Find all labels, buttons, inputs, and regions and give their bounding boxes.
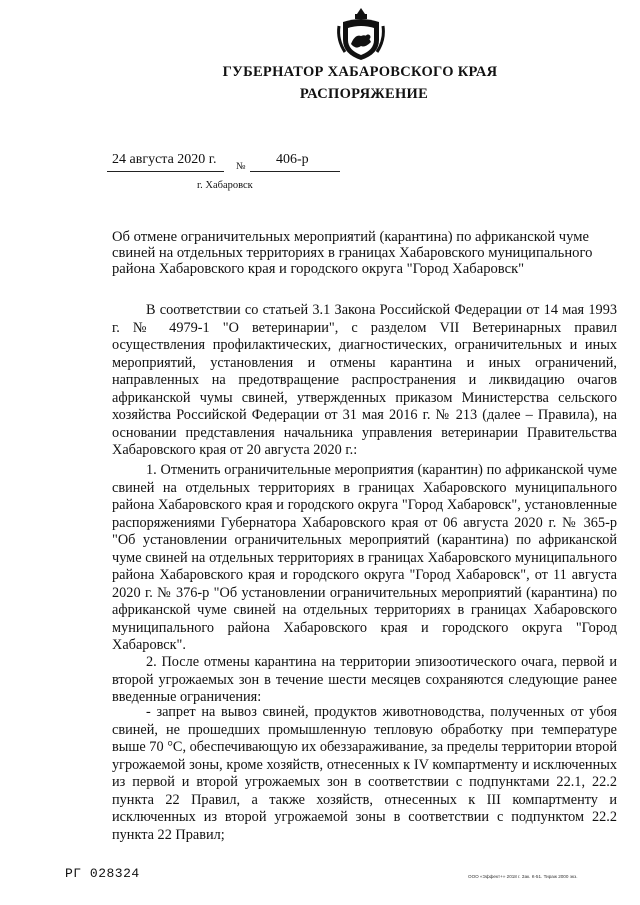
item-2-paragraph	[112, 654, 617, 707]
preamble-text: В соответствии со статьей 3.1 Закона Российской Федерации от 14 мая 1993 г. № 4979-1 "О ветеринарии", с разделом VII Ветеринарных правил осуществления профилактических, диагностических, ограничительных и иных мероприятий, установления и отмены карантина и иных ограничений, направленных на предотвращение распространения и ликвидацию очагов африканской чумы свиней, утвержденных приказом Министерства сельского хозяйства Российской Федерации от 31 мая 2016 г. № 213 (далее – Правила), на основании представления начальника управления ветеринарии Правительства Хабаровского края от 20 августа 2020 г.:	[112, 302, 617, 458]
item-2-bullet-1-text: - запрет на вывоз свиней, продуктов животноводства, полученных от убоя свиней, не прошедших промышленную тепловую обработку при температуре выше 70 °С, обеспечивающую их обеззараживание, за пределы территории второй угрожаемой зоны, кроме хозяйств, отнесенных к IV компартменту и исключенных из первой и второй угрожаемых зон в соответствии с подпунктами 22.1, 22.2 пункта 22 Правил, а также хозяйств, отнесенных к III компартменту и исключенных из второй угрожаемой зоны в соответствии с подпунктом 22.2 пункта 22 Правил;	[112, 704, 617, 843]
document-type-title: РАСПОРЯЖЕНИЕ	[299, 86, 429, 102]
printer-imprint: ООО «Эффект+» 2018 г. Зак. К-51. Тираж 2000 экз.	[468, 874, 578, 879]
form-serial-number: РГ 028324	[65, 866, 140, 881]
date-underline	[107, 171, 224, 172]
coat-of-arms-icon	[335, 6, 387, 62]
number-underline	[250, 171, 340, 172]
item-2-bullet-1	[112, 704, 617, 844]
item-1-text: 1. Отменить ограничительные мероприятия (карантин) по африканской чуме свиней на отдельных территориях в границах Хабаровского муниципального района Хабаровского края и городского округа "Город Хабаровск", установленные распоряжениями Губернатора Хабаровского края от 06 августа 2020 г. № 365-р "Об установлении ограничительных мероприятий (карантина) по африканской чуме свиней на отдельных территориях в границах Хабаровского муниципального района Хабаровского края и городского округа "Город Хабаровск", от 11 августа 2020 г. № 376-р "Об установлении ограничительных мероприятий (карантина) по африканской чуме свиней на отдельных территориях в границах Хабаровского муниципального района Хабаровского края и городского округа "Город Хабаровск".	[112, 462, 617, 653]
item-2-text: 2. После отмены карантина на территории эпизоотического очага, первой и второй угрожаемых зон в течение шести месяцев сохраняются следующие ранее введенные ограничения:	[112, 654, 617, 705]
document-number: 406-р	[276, 152, 309, 167]
document-city: г. Хабаровск	[197, 180, 253, 191]
number-sign: №	[236, 161, 246, 172]
authority-title: ГУБЕРНАТОР ХАБАРОВСКОГО КРАЯ	[222, 64, 498, 80]
item-1-paragraph	[112, 462, 617, 655]
document-date: 24 августа 2020 г.	[112, 152, 217, 167]
preamble-paragraph	[112, 302, 617, 460]
document-subject: Об отмене ограничительных мероприятий (карантина) по африканской чуме свиней на отдельных территориях в границах Хабаровского муниципального района Хабаровского края и городского округа "Город Хабаровск"	[112, 229, 593, 277]
